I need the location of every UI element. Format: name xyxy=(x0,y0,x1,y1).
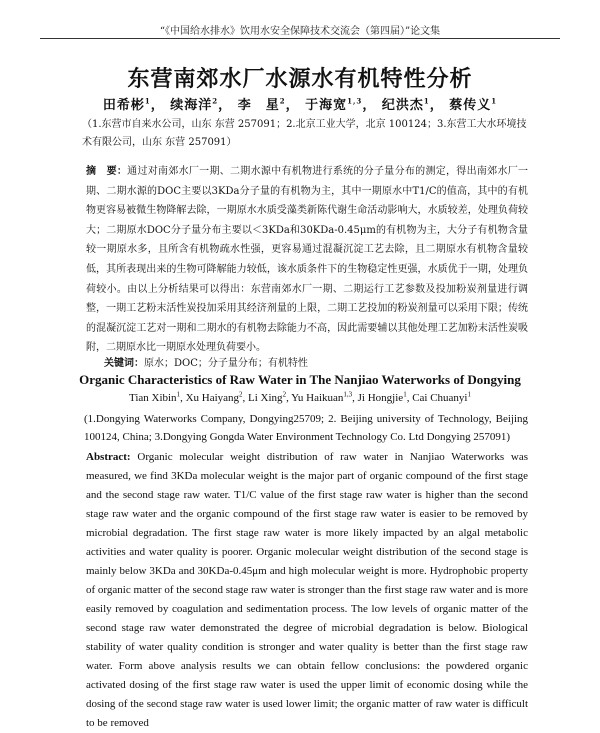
author-en: Yu Haikuan xyxy=(291,392,344,404)
author-cn: 李 星 xyxy=(237,98,280,113)
title-chinese: 东营南郊水厂水源水有机特性分析 xyxy=(127,66,473,92)
author-sup: 2 xyxy=(212,96,219,106)
header-rule xyxy=(40,38,560,39)
author-sup: 1 xyxy=(144,96,151,106)
author-cn: 续海洋 xyxy=(170,98,213,113)
author-sup: 1 xyxy=(491,96,498,106)
authors-english: Tian Xibin$^1$, Xu Haiyang$^2$, Li Xing$^2$, Yu Haikuan$^{1,3}$, Ji Hongjie$^1$, Cai Chuanyi$^1$ xyxy=(128,390,471,404)
author-cn: 纪洪杰 xyxy=(381,98,424,113)
abstract-label-en: Abstract: xyxy=(86,451,131,463)
author-sup: 2 xyxy=(239,390,243,399)
author-cn: 蔡传义 xyxy=(449,98,492,113)
author-en: Cai Chuanyi xyxy=(412,392,468,404)
author-en: Li Xing xyxy=(248,392,283,404)
author-en: Tian Xibin xyxy=(128,392,177,404)
author-sup: 1 xyxy=(467,390,471,399)
author-sup: 2 xyxy=(282,390,287,399)
author-sup: 1 xyxy=(403,390,407,399)
title-english: Organic Characteristics of Raw Water in The Nanjiao Waterworks of Dongying xyxy=(79,372,521,387)
author-sup: 1,3 xyxy=(343,390,353,399)
abstract-english xyxy=(86,448,528,733)
abstract-text-cn: 通过对南郊水厂一期、二期水源中有机物进行系统的分子量分布的测定，得出南郊水厂一期、二期水源的DOC主要以3KDa分子量的有机物为主，其中一期原水中T1/C的值高，其中的有机物更容易被微生物降解去除，一期原水水质受藻类新陈代谢生命活动影响大，水质较差，处理负荷较大；二期原水DOC分子量分布主要以＜3KDa和30KDa-0.45μm的有机物为主，大分子有机物含量较一期原水多，且所含有机物疏水性强，更容易通过混凝沉淀工艺去除，且二期原水有机物含量较低，其所表现出来的生物可降解能力较低，该水质条件下的生物稳定性更强，水质优于一期，处理负荷较小。由以上分析结果可以得出：东营南郊水厂一期、二期运行工艺参数及投加粉炭剂量进行调整，一期工艺粉末活性炭投加采用其经济剂量的上限，二期工艺投加的粉炭剂量可以采用下限；传统的混凝沉淀工艺对一期和二期水的有机物去除能力不高，因此需要辅以其他处理工艺加粉末活性炭吸附，二期原水比一期原水处理负荷要小。 xyxy=(86,166,529,354)
author-cn: 田希彬 xyxy=(102,98,145,113)
affiliations-english: (1.Dongying Waterworks Company, Dongying25709; 2. Beijing university of Technology, Beijing 100124, China; 3.Dongying Gongda Water Environment Technology Co. Ltd Dongying 257091) xyxy=(84,413,528,443)
author-sup: 2 xyxy=(279,96,286,106)
keywords-chinese xyxy=(104,354,528,369)
author-sup: 1 xyxy=(423,96,430,106)
author-sup: 1 xyxy=(176,390,181,399)
abstract-label-cn: 摘 要： xyxy=(86,166,128,177)
author-cn: 于海宽 xyxy=(305,98,348,113)
running-header: “《中国给水排水》饮用水安全保障技术交流会（第四届）”论文集 xyxy=(159,26,441,37)
abstract-text-en: Organic molecular weight distribution of raw water in Nanjiao Waterworks was measured, we find 3KDa molecular weight is the major part of organic compound of the first stage and the second stage raw water. T1/C value of the first stage raw water is higher than the second stage raw water and the organic compound of the first stage raw water is easier to be removed by microbial degradation. The first stage raw water is more likely impacted by an algal metabolic activities and water quality is poorer. Organic molecular weight distribution of the second stage is mainly below 3KDa and 30KDa-0.45μm and high molecular weight is more. Hydrophobic property of organic matter of the second stage raw water is stronger than the first stage raw water and is more easily removed by coagulation and sedimentation process. The low levels of organic matter of the second stage raw water demonstrated the degree of microbial degradation is below. Biological stability of water quality condition is stronger and water quality is better than the first stage raw water. Form above analysis results we can obtain fellow conclusions: the powdered organic activated dosing of the first stage raw water is used the upper limit of economic dosing while the dosing of the second stage raw water is used lower limit; the organic matter of raw water is difficult to be removed xyxy=(86,451,529,729)
author-en: Ji Hongjie xyxy=(357,392,404,404)
abstract-chinese xyxy=(86,162,528,358)
keywords-text-cn: 原水；DOC；分子量分布；有机特性 xyxy=(144,358,308,369)
author-sup: 1,3 xyxy=(347,96,363,106)
authors-chinese: 田希彬$^1$， 续海洋$^2$， 李 星$^2$， 于海宽$^{1,3}$， 纪洪杰$^1$， 蔡传义$^1$ xyxy=(102,96,498,113)
author-en: Xu Haiyang xyxy=(185,392,240,404)
keywords-label-cn: 关键词： xyxy=(104,358,144,369)
affiliations-chinese: （1.东营市自来水公司，山东 东营 257091；2.北京工业大学，北京 100124；3.东营工大水环境技术有限公司，山东 东营 257091） xyxy=(82,119,527,148)
